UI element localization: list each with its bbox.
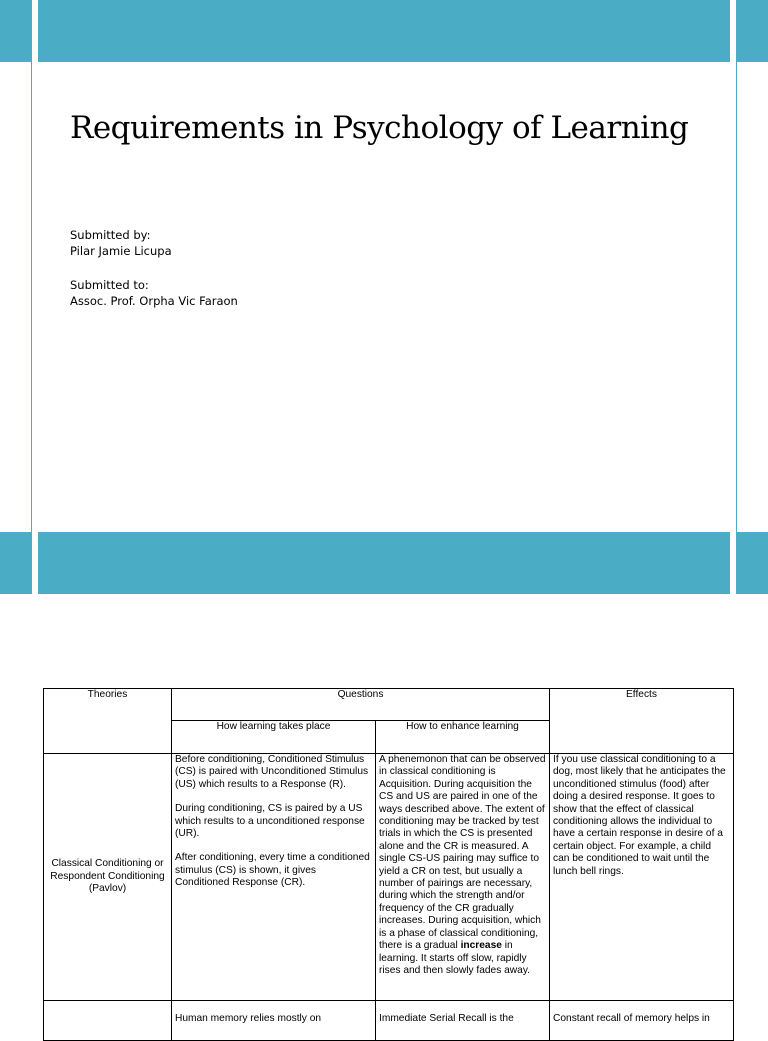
how-learning-cell — [172, 754, 376, 1001]
theory-name — [44, 1001, 172, 1041]
right-border-strip — [736, 0, 737, 594]
left-border-strip — [31, 0, 32, 594]
footer-band-right — [737, 532, 768, 594]
how-enhance-cell — [376, 754, 550, 1001]
how-learning-paragraph: Human memory relies mostly on — [175, 1013, 322, 1024]
how-learning-paragraph: During conditioning, CS is paired by a US which results to a unconditioned response (UR). — [175, 803, 365, 840]
table-header-row — [44, 689, 734, 721]
theories-table — [43, 688, 734, 1041]
how-enhance-text: Immediate Serial Recall is the — [379, 1013, 514, 1024]
submitted-to-label: Submitted to: — [70, 278, 149, 292]
submitted-to-block — [70, 277, 238, 309]
how-learning-cell — [172, 1001, 376, 1041]
header-theories: Theories — [44, 689, 172, 754]
header-band-right — [737, 0, 768, 62]
header-questions: Questions — [172, 689, 550, 721]
submitted-by-name: Pilar Jamie Licupa — [70, 244, 172, 258]
header-how-learning: How learning takes place — [172, 721, 376, 754]
effects-cell: If you use classical conditioning to a dog, most likely that he anticipates the unconditioned stimulus (food) after doing a desired response. It goes to show that the effect of classical conditioning allows the individual to have a certain response in desire of a certain object. For example, a child can be conditioned to wait until the lunch bell rings. — [550, 754, 734, 1001]
header-effects: Effects — [550, 689, 734, 754]
header-how-enhance: How to enhance learning — [376, 721, 550, 754]
footer-band-left — [0, 532, 31, 594]
how-enhance-text-end: in learning. It starts off slow, rapidly rises and then slowly fades away. — [379, 940, 531, 976]
document-title: Requirements in Psychology of Learning — [70, 110, 689, 146]
how-learning-paragraph: Before conditioning, Conditioned Stimulus (CS) is paired with Unconditioned Stimulus (US) which results to a Response (R). — [175, 754, 369, 790]
submitted-by-label: Submitted by: — [70, 228, 151, 242]
how-enhance-text: A phenemonon that can be observed in classical conditioning is Acquisition. During acquisition the CS and US are paired in one of the ways described above. The extent of conditioning may be tracked by test trials in which the CS is presented alone and the CR is measured. A single CS-US pairing may suffice to yield a CR on test, but usually a number of pairings are necessary, during which the strength and/or frequency of the CR gradually increases. During acquisition, which is a phase of classical conditioning, there is a gradual — [379, 754, 546, 952]
footer-band — [38, 532, 730, 594]
submitted-to-name: Assoc. Prof. Orpha Vic Faraon — [70, 294, 238, 308]
table-row — [44, 754, 734, 1001]
how-enhance-cell — [376, 1001, 550, 1041]
header-band — [38, 0, 730, 62]
how-enhance-emphasis: increase — [460, 940, 502, 952]
theory-name: Classical Conditioning or Respondent Conditioning (Pavlov) — [44, 754, 172, 1001]
submitted-by-block — [70, 227, 172, 259]
table-row — [44, 1001, 734, 1041]
header-band-left — [0, 0, 31, 62]
effects-cell: Constant recall of memory helps in — [550, 1001, 734, 1041]
how-learning-paragraph: After conditioning, every time a conditioned stimulus (CS) is shown, it gives Conditioned Response (CR). — [175, 852, 370, 889]
